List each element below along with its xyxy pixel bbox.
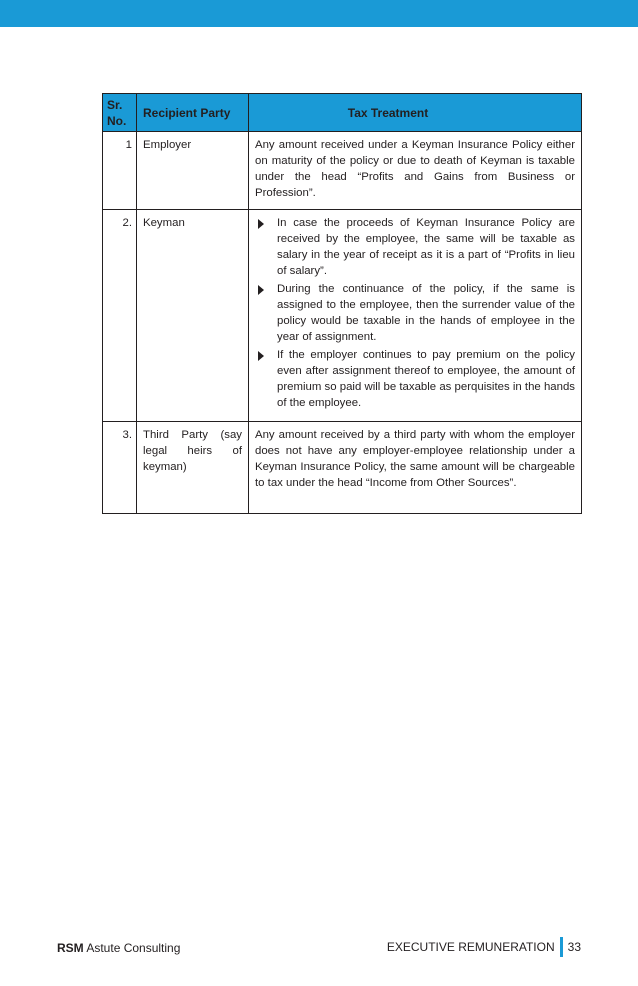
row-party: Keyman — [137, 210, 249, 422]
treatment-bullet-list — [255, 215, 575, 411]
section-title: EXECUTIVE REMUNERATION — [386, 940, 555, 954]
triangle-bullet-icon — [258, 285, 264, 295]
row-number: 3. — [103, 422, 137, 514]
table-header-row — [103, 94, 582, 132]
row-treatment: Any amount received by a third party with whom the employer does not have any employer-employee relationship under a Keyman Insurance Policy, the same amount will be chargeable to tax under the head “Income from Other Sources”. — [249, 422, 582, 514]
header-tax-treatment: Tax Treatment — [249, 94, 582, 132]
footer-section — [387, 937, 581, 957]
table-row — [103, 132, 582, 210]
brand-logo-text: RSM — [57, 941, 84, 955]
bullet-text: If the employer continues to pay premium on the policy even after assignment thereof to employee, the amount of premium so paid will be taxable as perquisites in the hands of the employee. — [277, 349, 575, 409]
row-number: 1 — [103, 132, 137, 210]
top-accent-bar — [0, 0, 638, 27]
table-row — [103, 422, 582, 514]
header-sr-no: Sr. No. — [103, 94, 137, 132]
page-number: 33 — [567, 940, 581, 954]
triangle-bullet-icon — [258, 351, 264, 361]
row-number: 2. — [103, 210, 137, 422]
footer-divider — [560, 937, 563, 957]
row-party: Employer — [137, 132, 249, 210]
row-party: Third Party (say legal heirs of keyman) — [137, 422, 249, 514]
company-name: Astute Consulting — [86, 941, 181, 955]
list-item — [255, 215, 575, 279]
triangle-bullet-icon — [258, 219, 264, 229]
bullet-text: In case the proceeds of Keyman Insurance Policy are received by the employee, the same will be taxable as salary in the year of receipt as it is a part of “Profits in lieu of salary”. — [277, 217, 575, 277]
bullet-text: During the continuance of the policy, if the same is assigned to the employee, then the surrender value of the policy would be taxable in the hands of employee in the year of assignment. — [277, 283, 575, 343]
row-treatment — [249, 210, 582, 422]
footer-brand — [57, 941, 180, 955]
list-item — [255, 347, 575, 411]
header-recipient-party: Recipient Party — [137, 94, 249, 132]
row-treatment: Any amount received under a Keyman Insurance Policy either on maturity of the policy or due to death of Keyman is taxable under the head “Profits and Gains from Business or Profession”. — [249, 132, 582, 210]
tax-treatment-table — [102, 93, 582, 514]
list-item — [255, 281, 575, 345]
table-row — [103, 210, 582, 422]
